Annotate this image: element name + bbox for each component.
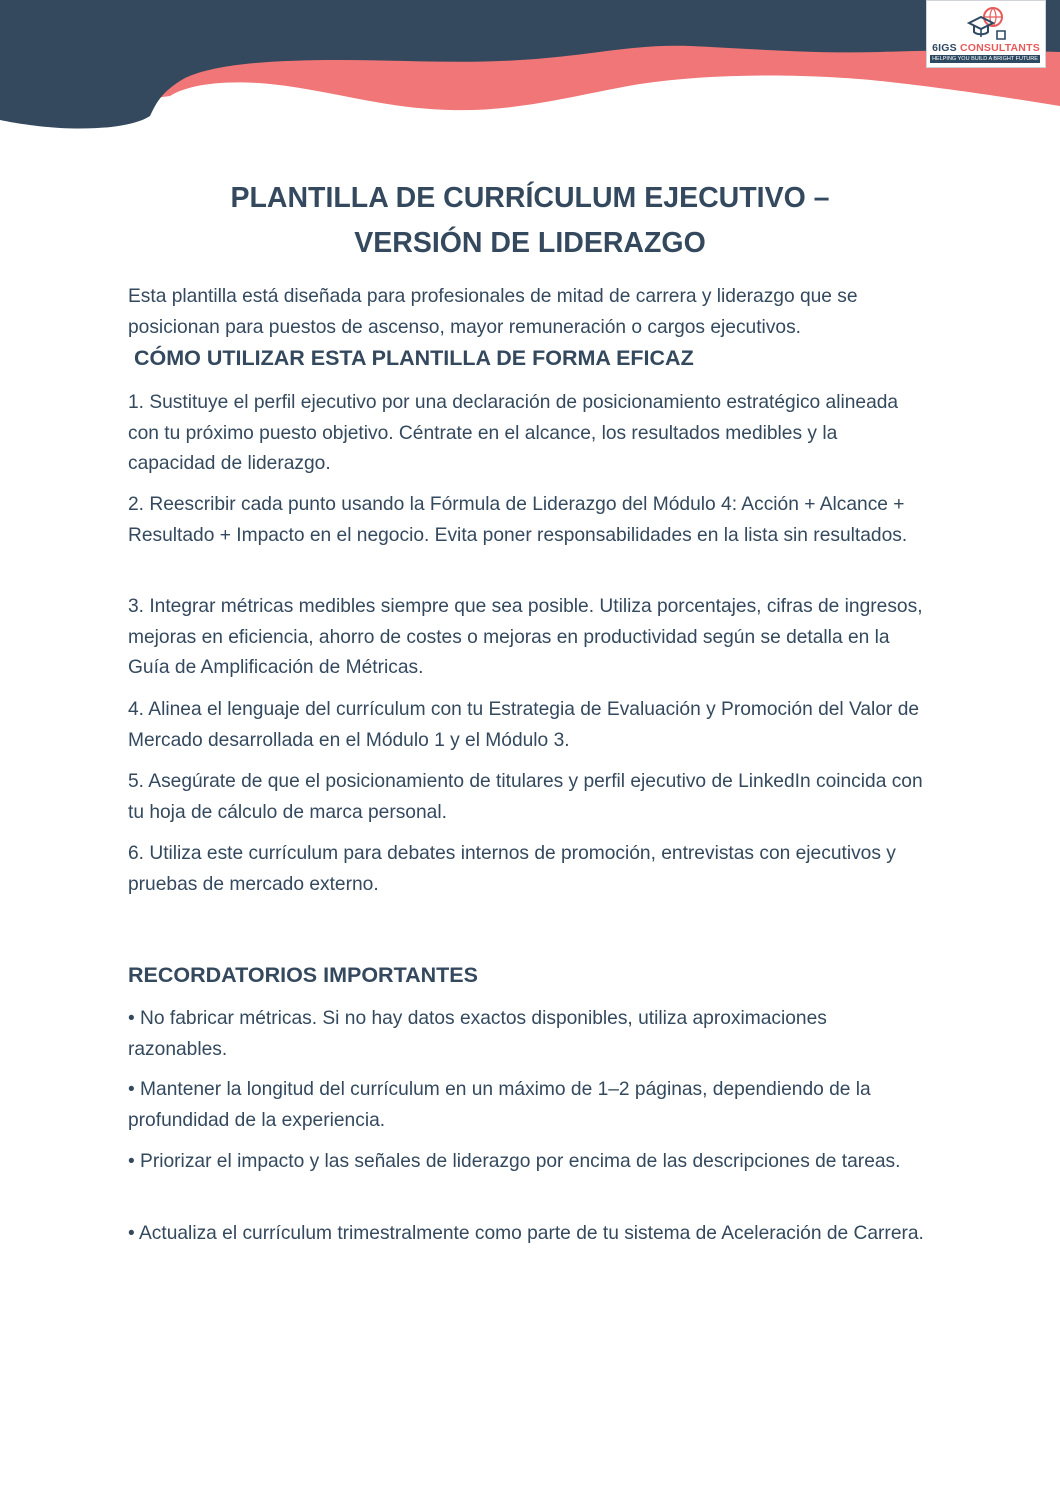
logo-wordmark: 6IGS CONSULTANTS	[932, 42, 1040, 54]
reminder-item: • Priorizar el impacto y las señales de liderazgo por encima de las descripciones de tareas.	[128, 1151, 901, 1172]
graduation-globe-icon	[961, 3, 1011, 43]
how-to-heading: CÓMO UTILIZAR ESTA PLANTILLA DE FORMA EFICAZ	[128, 346, 694, 370]
title-line-1: PLANTILLA DE CURRÍCULUM EJECUTIVO –	[230, 182, 830, 214]
header-wave-decoration	[0, 0, 1060, 140]
page-title	[130, 176, 930, 266]
reminder-item: • Actualiza el currículum trimestralmente como parte de tu sistema de Aceleración de Carrera.	[128, 1223, 924, 1244]
how-to-item: 5. Asegúrate de que el posicionamiento de titulares y perfil ejecutivo de LinkedIn coincida con tu hoja de cálculo de marca personal.	[128, 771, 923, 823]
how-to-item: 3. Integrar métricas medibles siempre que sea posible. Utiliza porcentajes, cifras de ingresos, mejoras en eficiencia, ahorro de costes o mejoras en productividad según se detalla en la Guía de Amplificación de Métricas.	[128, 596, 923, 678]
reminder-item: • Mantener la longitud del currículum en un máximo de 1–2 páginas, dependiendo de la profundidad de la experiencia.	[128, 1079, 871, 1131]
logo-tagline: HELPING YOU BUILD A BRIGHT FUTURE	[930, 55, 1040, 63]
reminders-heading: RECORDATORIOS IMPORTANTES	[128, 963, 478, 987]
reminder-item: • No fabricar métricas. Si no hay datos exactos disponibles, utiliza aproximaciones razonables.	[128, 1008, 827, 1060]
how-to-item: 4. Alinea el lenguaje del currículum con tu Estrategia de Evaluación y Promoción del Valor de Mercado desarrollada en el Módulo 1 y el Módulo 3.	[128, 699, 920, 751]
company-logo	[926, 0, 1046, 68]
title-line-2: VERSIÓN DE LIDERAZGO	[354, 227, 706, 259]
how-to-item: 2. Reescribir cada punto usando la Fórmula de Liderazgo del Módulo 4: Acción + Alcance + Resultado + Impacto en el negocio. Evita poner responsabilidades en la lista sin resultados.	[128, 494, 908, 546]
how-to-item: 6. Utiliza este currículum para debates internos de promoción, entrevistas con ejecutivos y pruebas de mercado externo.	[128, 843, 896, 895]
how-to-item: 1. Sustituye el perfil ejecutivo por una declaración de posicionamiento estratégico alineada con tu próximo puesto objetivo. Céntrate en el alcance, los resultados medibles y la capacidad de liderazgo.	[128, 392, 899, 474]
intro-paragraph: Esta plantilla está diseñada para profesionales de mitad de carrera y liderazgo que se posicionan para puestos de ascenso, mayor remuneración o cargos ejecutivos.	[128, 286, 858, 338]
